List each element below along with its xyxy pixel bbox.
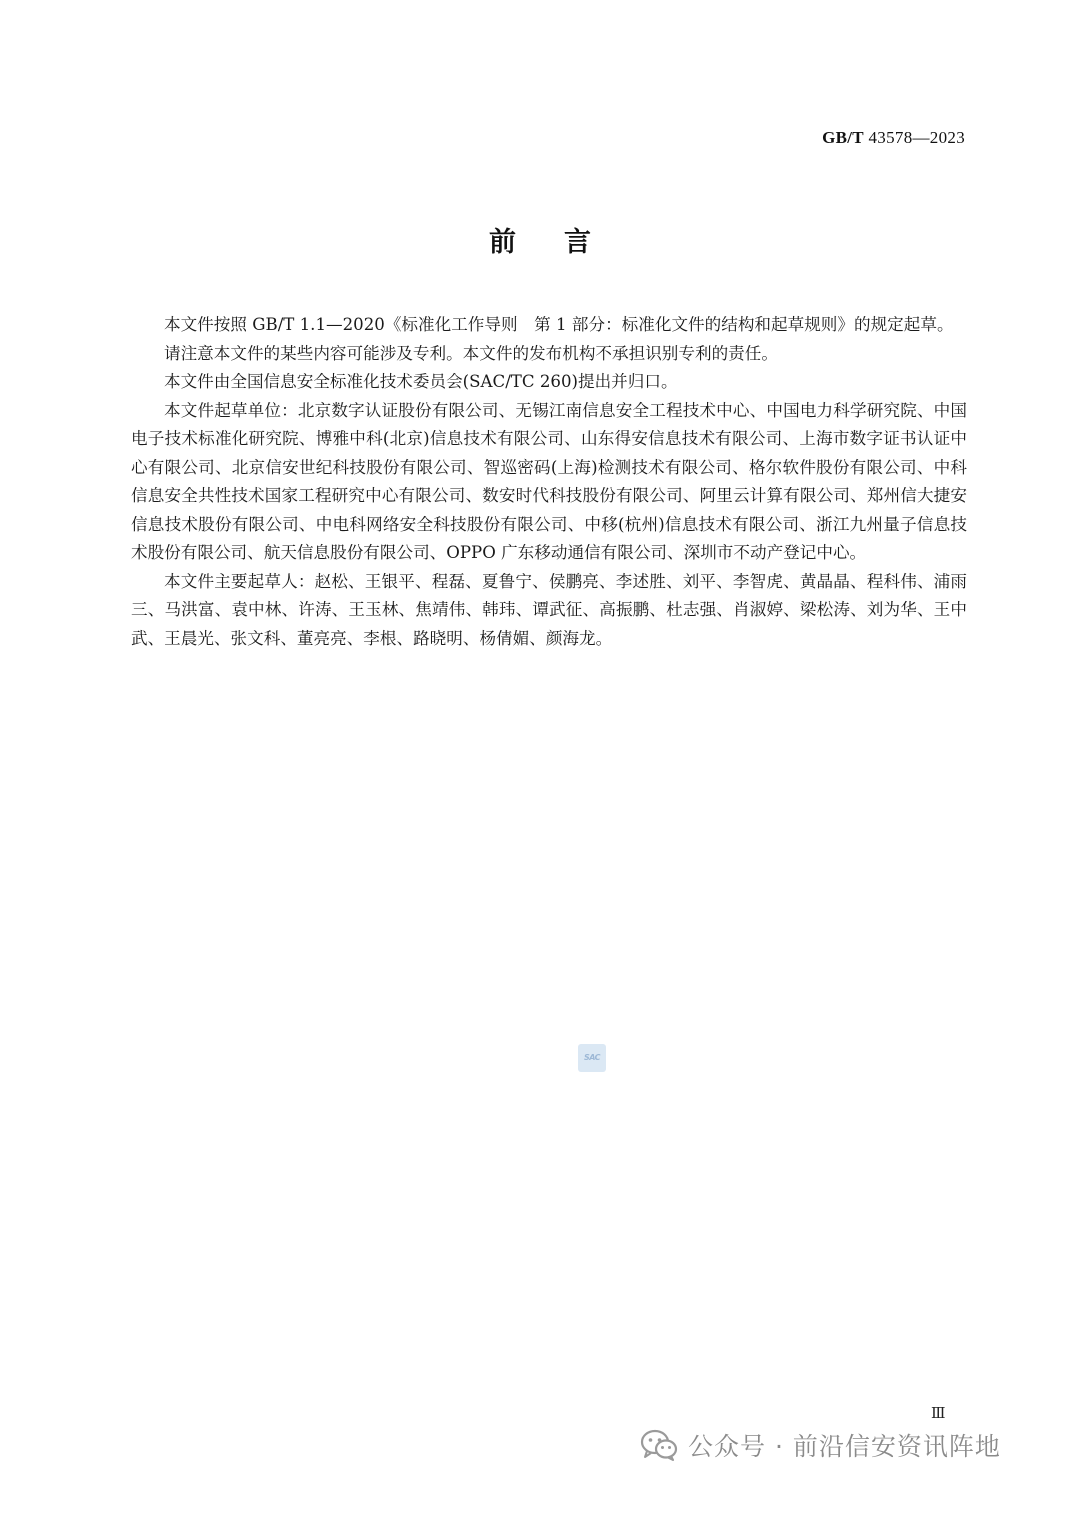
wechat-icon <box>640 1429 678 1461</box>
page-title: 前言 <box>489 227 639 258</box>
footer-watermark <box>640 1425 1001 1465</box>
footer-text: 公众号 · 前沿信安资讯阵地 <box>688 1432 1001 1461</box>
paragraph-proposer: 本文件由全国信息安全标准化技术委员会(SAC/TC 260)提出并归口。 <box>164 372 678 391</box>
sac-logo-icon: SAC <box>578 1044 606 1072</box>
paragraph-patent-notice: 请注意本文件的某些内容可能涉及专利。本文件的发布机构不承担识别专利的责任。 <box>164 343 778 363</box>
foreword-body <box>131 311 967 653</box>
paragraph-drafting-units: 本文件起草单位：北京数字认证股份有限公司、无锡江南信息安全工程技术中心、中国电力科学研究院、中国电子技术标准化研究院、博雅中科(北京)信息技术有限公司、山东得安信息技术有限公司、上海市数字证书认证中心有限公司、北京信安世纪科技股份有限公司、智巡密码(上海)检测技术有限公司、格尔软件股份有限公司、中科信息安全共性技术国家工程研究中心有限公司、数安时代科技股份有限公司、阿里云计算有限公司、郑州信大捷安信息技术股份有限公司、中电科网络安全科技股份有限公司、中移(杭州)信息技术有限公司、浙江九州量子信息技术股份有限公司、航天信息股份有限公司、OPPO 广东移动通信有限公司、深圳市不动产登记中心。 <box>131 400 967 562</box>
page-number: Ⅲ <box>931 1406 946 1422</box>
standard-prefix: GB/T <box>822 128 864 147</box>
paragraph-drafting-rules: 本文件按照 GB/T 1.1—2020《标准化工作导则 第 1 部分：标准化文件的结构和起草规则》的规定起草。 <box>164 315 954 334</box>
standard-code <box>822 128 965 148</box>
standard-number: 43578—2023 <box>868 128 965 147</box>
paragraph-drafters: 本文件主要起草人：赵松、王银平、程磊、夏鲁宁、侯鹏亮、李述胜、刘平、李智虎、黄晶晶、程科伟、浦雨三、马洪富、袁中林、许涛、王玉林、焦靖伟、韩玮、谭武征、高振鹏、杜志强、肖淑婷、梁松涛、刘为华、王中武、王晨光、张文科、董亮亮、李根、路晓明、杨倩媚、颜海龙。 <box>131 571 967 648</box>
